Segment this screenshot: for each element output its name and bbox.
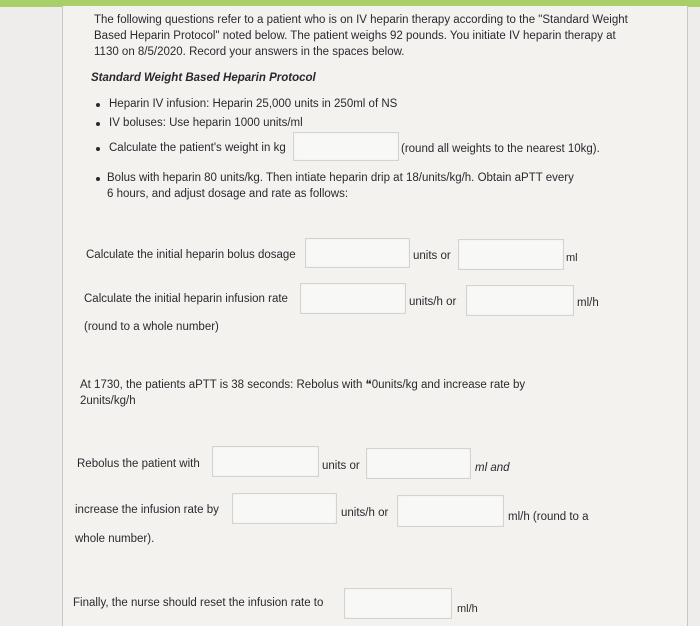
infusion-ml-label: ml/h xyxy=(577,297,599,309)
bullet-dot xyxy=(96,177,100,181)
protocol-instructions-line2: 6 hours, and adjust dosage and rate as follows: xyxy=(107,188,349,200)
protocol-title: Standard Weight Based Heparin Protocol xyxy=(91,72,316,84)
weight-rounding-note: (round all weights to the nearest 10kg). xyxy=(401,143,600,155)
aptt-scenario-line2: 2units/kg/h xyxy=(80,395,136,407)
rebolus-ml-input[interactable] xyxy=(366,448,471,479)
protocol-bolus-text: IV boluses: Use heparin 1000 units/ml xyxy=(109,117,303,129)
reset-rate-label: Finally, the nurse should reset the infusion rate to xyxy=(73,597,324,609)
intro-paragraph: The following questions refer to a patient who is on IV heparin therapy according to the "Standard Weight Based Heparin Protocol" noted below. The patient weighs 92 pounds. You initiate IV heparin therapy at 1130 on 8/5/2020. Record your answers in the spaces below. xyxy=(94,14,628,58)
increase-rate-label: increase the infusion rate by xyxy=(75,504,219,516)
increase-ml-label: ml/h (round to a xyxy=(508,511,589,523)
bolus-units-input[interactable] xyxy=(305,238,410,268)
bolus-ml-label: ml xyxy=(566,252,578,264)
bullet-dot xyxy=(96,103,100,107)
bullet-dot xyxy=(96,122,100,126)
increase-units-input[interactable] xyxy=(232,493,337,524)
infusion-ml-input[interactable] xyxy=(466,285,574,316)
infusion-units-label: units/h or xyxy=(409,296,457,308)
reset-rate-unit: ml/h xyxy=(457,603,478,615)
rebolus-ml-label: ml and xyxy=(475,462,510,474)
bolus-ml-input[interactable] xyxy=(458,239,564,270)
rebolus-label: Rebolus the patient with xyxy=(77,458,200,470)
reset-rate-input[interactable] xyxy=(344,588,452,619)
increase-ml-input[interactable] xyxy=(397,495,504,527)
rebolus-units-label: units or xyxy=(322,460,360,472)
infusion-units-input[interactable] xyxy=(300,283,406,314)
weight-kg-input[interactable] xyxy=(293,132,399,161)
weight-question-label: Calculate the patient's weight in kg xyxy=(109,142,286,154)
infusion-rate-label: Calculate the initial heparin infusion rate xyxy=(84,293,288,305)
increase-units-label: units/h or xyxy=(341,507,389,519)
whole-number-note: whole number). xyxy=(75,533,155,545)
protocol-instructions-line1: Bolus with heparin 80 units/kg. Then intiate heparin drip at 18/units/kg/h. Obtain aPTT every xyxy=(107,172,574,184)
rounding-note: (round to a whole number) xyxy=(84,321,219,333)
bolus-units-label: units or xyxy=(413,250,451,262)
aptt-scenario-line1: At 1730, the patients aPTT is 38 seconds: Rebolus with ❝0units/kg and increase rate by xyxy=(80,379,526,391)
bolus-dosage-label: Calculate the initial heparin bolus dosage xyxy=(86,249,296,261)
rebolus-units-input[interactable] xyxy=(212,446,319,477)
protocol-infusion-text: Heparin IV infusion: Heparin 25,000 units in 250ml of NS xyxy=(109,98,398,110)
bullet-dot xyxy=(96,147,100,151)
